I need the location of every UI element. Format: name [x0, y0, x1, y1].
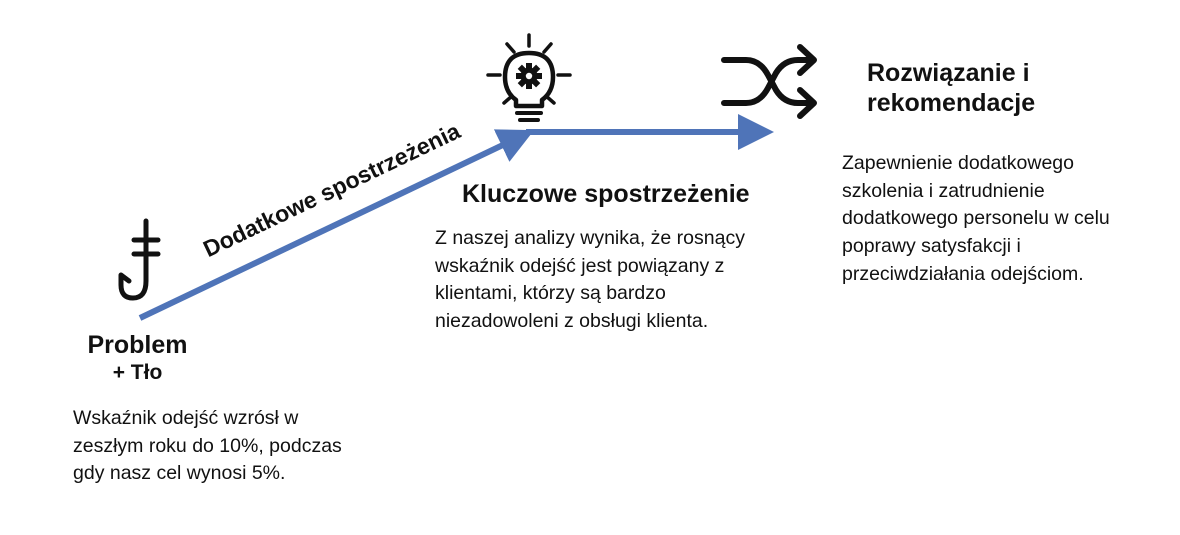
- solution-description: [842, 150, 1110, 288]
- insight-title: Kluczowe spostrzeżenie: [462, 180, 750, 208]
- solution-line: poprawy satysfakcji i: [842, 235, 1021, 258]
- solution-title-line1: Rozwiązanie i: [867, 59, 1030, 87]
- solution-line: dodatkowego personelu w celu: [842, 207, 1110, 230]
- problem-line: gdy nasz cel wynosi 5%.: [73, 462, 286, 485]
- problem-line: Wskaźnik odejść wzrósł w: [73, 407, 299, 429]
- solution-line: przeciwdziałania odejściom.: [842, 262, 1084, 285]
- solution-line: szkolenia i zatrudnienie: [842, 179, 1045, 202]
- insight-line: klientami, którzy są bardzo: [435, 282, 666, 305]
- insight-line: niezadowoleni z obsługi klienta.: [435, 310, 709, 333]
- insight-line: Z naszej analizy wynika, że rosnący: [435, 227, 745, 249]
- fish-hook-icon: [121, 221, 158, 298]
- solution-title: [867, 58, 1035, 118]
- problem-title-line2: + Tło: [112, 361, 163, 384]
- shuffle-icon: [724, 47, 814, 116]
- arrow-label: Dodatkowe spostrzeżenia: [199, 117, 465, 263]
- lightbulb-gear-icon: [488, 35, 570, 120]
- solution-line: Zapewnienie dodatkowego: [842, 152, 1075, 174]
- insight-line: wskaźnik odejść jest powiązany z: [435, 254, 725, 277]
- problem-title-line1: Problem: [87, 331, 188, 359]
- solution-title-line2: rekomendacje: [867, 89, 1036, 117]
- problem-title: [70, 330, 205, 385]
- problem-line: zeszłym roku do 10%, podczas: [73, 434, 342, 457]
- problem-description: [73, 405, 342, 488]
- insight-description: [435, 225, 745, 336]
